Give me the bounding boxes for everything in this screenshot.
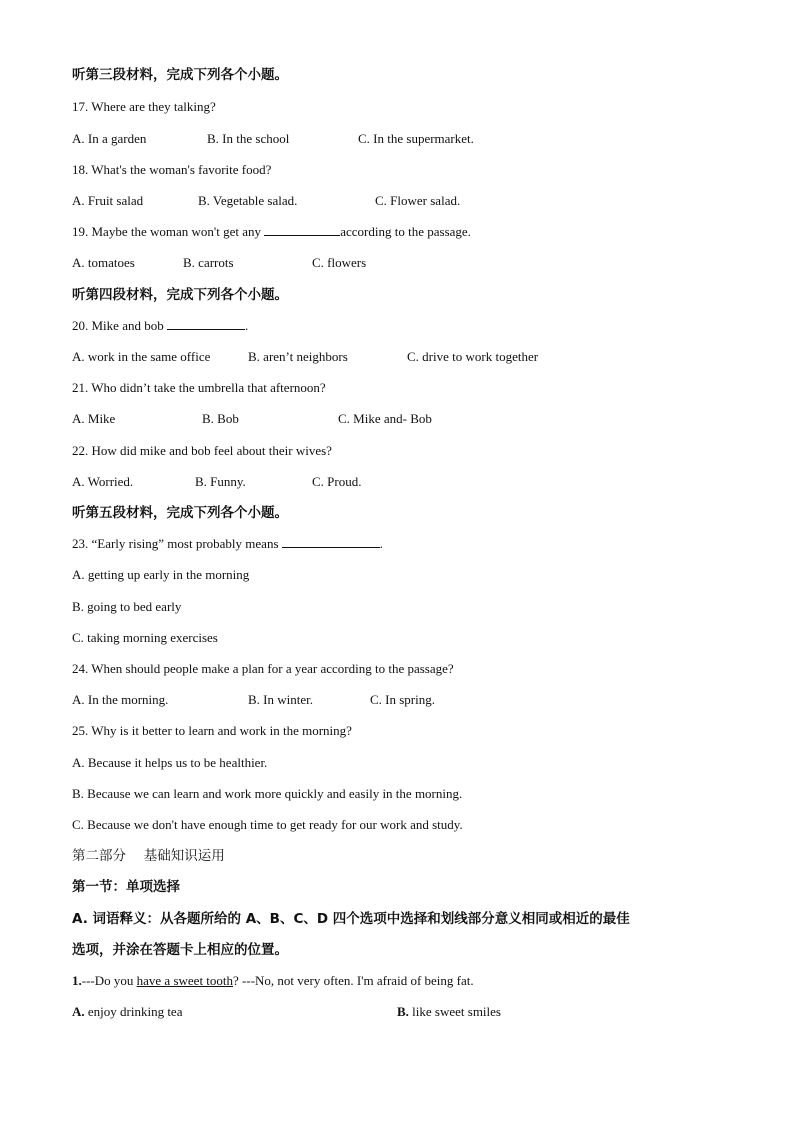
part2-subheading: 第一节：单项选择: [72, 879, 180, 895]
question-23-option-b: B. going to bed early: [72, 599, 182, 614]
section3-heading: 听第三段材料，完成下列各个小题。: [72, 67, 288, 83]
question-17: 17. Where are they talking?: [72, 99, 216, 114]
question-19-stem-end: according to the passage.: [340, 224, 471, 239]
option-a: A. Mike: [72, 411, 116, 426]
option-a: [72, 1003, 182, 1021]
question-18: 18. What's the woman's favorite food?: [72, 162, 272, 177]
question-20-stem-end: .: [244, 318, 249, 333]
underlined-phrase: have a sweet tooth: [136, 973, 234, 988]
option-c: C. In spring.: [370, 692, 435, 707]
answer-blank: [282, 535, 380, 548]
option-c: C. Flower salad.: [375, 193, 461, 208]
option-a: A. tomatoes: [72, 255, 135, 270]
section4-heading: 听第四段材料，完成下列各个小题。: [72, 287, 288, 303]
answer-blank: [264, 223, 340, 236]
question-20: [72, 317, 248, 335]
option-b: B. Bob: [202, 411, 239, 426]
option-b: B. In winter.: [248, 692, 313, 707]
question-1: [72, 972, 474, 990]
section5-heading: 听第五段材料，完成下列各个小题。: [72, 505, 288, 521]
option-b: B. aren’t neighbors: [248, 349, 348, 364]
option-a: A. work in the same office: [72, 349, 211, 364]
question-25-option-c: C. Because we don't have enough time to get ready for our work and study.: [72, 817, 463, 832]
question-23-stem: 23. “Early rising” most probably means: [72, 536, 282, 551]
question-23-stem-end: .: [379, 536, 384, 551]
question-19-stem: 19. Maybe the woman won't get any: [72, 224, 265, 239]
question-19: [72, 223, 471, 241]
option-b-text: like sweet smiles: [408, 1004, 501, 1019]
answer-blank: [167, 317, 245, 330]
option-b: B. Vegetable salad.: [198, 193, 298, 208]
question-22: 22. How did mike and bob feel about their wives?: [72, 443, 332, 458]
question-25-option-b: B. Because we can learn and work more quickly and easily in the morning.: [72, 786, 463, 801]
option-a: A. In the morning.: [72, 692, 169, 707]
question-1-stem-end: ? ---No, not very often. I'm afraid of being fat.: [233, 973, 474, 988]
option-c: C. flowers: [312, 255, 367, 270]
option-b: B. In the school: [207, 131, 290, 146]
option-c: C. In the supermarket.: [358, 131, 474, 146]
option-a-letter: A.: [72, 1004, 85, 1019]
option-c: C. Proud.: [312, 474, 362, 489]
option-b-letter: B.: [397, 1004, 409, 1019]
option-c: C. Mike and- Bob: [338, 411, 432, 426]
question-23: [72, 535, 383, 553]
option-c: C. drive to work together: [407, 349, 539, 364]
option-a: A. In a garden: [72, 131, 147, 146]
question-20-stem: 20. Mike and bob: [72, 318, 167, 333]
option-b: B. Funny.: [195, 474, 246, 489]
instruction-line-2: 选项，并涂在答题卡上相应的位置。: [72, 942, 288, 958]
option-a: A. Worried.: [72, 474, 134, 489]
question-23-option-c: C. taking morning exercises: [72, 630, 218, 645]
option-b: [397, 1003, 501, 1021]
option-b: B. carrots: [183, 255, 234, 270]
question-1-number: 1.: [72, 973, 82, 988]
option-a-text: enjoy drinking tea: [84, 1004, 183, 1019]
question-25: 25. Why is it better to learn and work in the morning?: [72, 723, 352, 738]
part2-heading: 第二部分 基础知识运用: [72, 848, 225, 864]
question-21: 21. Who didn’t take the umbrella that afternoon?: [72, 380, 326, 395]
question-23-option-a: A. getting up early in the morning: [72, 567, 250, 582]
question-24: 24. When should people make a plan for a year according to the passage?: [72, 661, 454, 676]
question-25-option-a: A. Because it helps us to be healthier.: [72, 755, 268, 770]
option-a: A. Fruit salad: [72, 193, 144, 208]
instruction-line-1: A. 词语释义：从各题所给的 A、B、C、D 四个选项中选择和划线部分意义相同或相近的最佳: [72, 911, 630, 927]
question-1-stem: ---Do you: [81, 973, 137, 988]
